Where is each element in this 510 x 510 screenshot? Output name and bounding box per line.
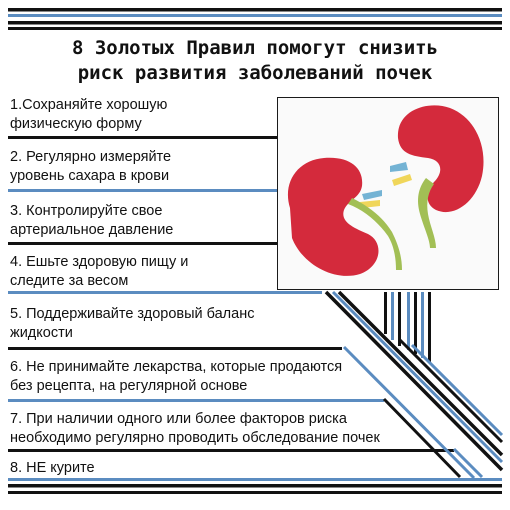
rule-3	[10, 202, 173, 240]
diagonal-stripe	[400, 340, 502, 442]
rule-6-line-1: 6. Не принимайте лекарства, которые продаются	[10, 359, 343, 375]
rule-6	[10, 358, 342, 396]
title-line-2: риск развития заболеваний почек	[77, 62, 433, 84]
vertical-bar	[391, 292, 394, 340]
left-kidney-icon	[288, 158, 379, 276]
separator-6	[8, 399, 384, 402]
rule-7	[10, 410, 380, 448]
vessel-icon	[392, 174, 412, 186]
bottom-stripe-blue	[8, 478, 502, 481]
rule-2-line-1: 2. Регулярно измеряйте	[10, 149, 172, 165]
rule-5-line-1: 5. Поддерживайте здоровый баланс	[10, 306, 255, 322]
rule-1-line-2: физическую форму	[10, 116, 142, 132]
top-stripe-black-1	[8, 8, 502, 12]
rule-8-line-1: 8. НЕ курите	[10, 460, 95, 476]
rule-5-line-2: жидкости	[10, 325, 73, 341]
rule-5	[10, 305, 254, 343]
rule-3-line-1: 3. Контролируйте свое	[10, 203, 163, 219]
title-line-1: 8 Золотых Правил помогут снизить	[71, 37, 439, 59]
diagonal-stripe	[384, 399, 460, 477]
vertical-bar	[421, 292, 424, 358]
vessel-icon	[390, 162, 408, 172]
bottom-stripe-black-2	[8, 491, 502, 494]
vertical-bar	[428, 292, 431, 362]
vertical-bar	[407, 292, 410, 350]
rule-4-line-2: следите за весом	[10, 273, 129, 289]
kidneys-icon	[278, 98, 499, 290]
rule-7-line-1: 7. При наличии одного или более факторов риска	[10, 411, 347, 427]
kidneys-illustration	[277, 97, 499, 290]
vessel-icon	[362, 190, 382, 200]
separator-5	[8, 347, 342, 350]
rule-1	[10, 96, 167, 134]
separator-2	[8, 189, 278, 192]
rule-8	[10, 459, 95, 478]
rule-6-line-2: без рецепта, на регулярной основе	[10, 378, 248, 394]
vertical-bar	[414, 292, 417, 354]
rule-7-line-2: необходимо регулярно проводить обследование почек	[10, 430, 380, 446]
top-stripe-blue	[8, 14, 502, 17]
rule-4	[10, 253, 188, 291]
separator-4	[8, 291, 322, 294]
top-stripe-black-3	[8, 27, 502, 30]
separator-3	[8, 242, 278, 245]
rule-2-line-2: уровень сахара в крови	[10, 168, 170, 184]
separator-1	[8, 136, 278, 139]
top-stripe-black-2	[8, 21, 502, 25]
rule-3-line-2: артериальное давление	[10, 222, 174, 238]
separator-7	[8, 449, 454, 452]
vertical-bar	[384, 292, 387, 334]
bottom-stripe-black-1	[8, 484, 502, 488]
rule-1-line-1: 1.Сохраняйте хорошую	[10, 97, 168, 113]
right-kidney-icon	[398, 105, 484, 212]
rule-4-line-1: 4. Ешьте здоровую пищу и	[10, 254, 189, 270]
diagonal-stripe	[412, 345, 502, 435]
rule-2	[10, 148, 171, 186]
vertical-bar	[398, 292, 401, 346]
